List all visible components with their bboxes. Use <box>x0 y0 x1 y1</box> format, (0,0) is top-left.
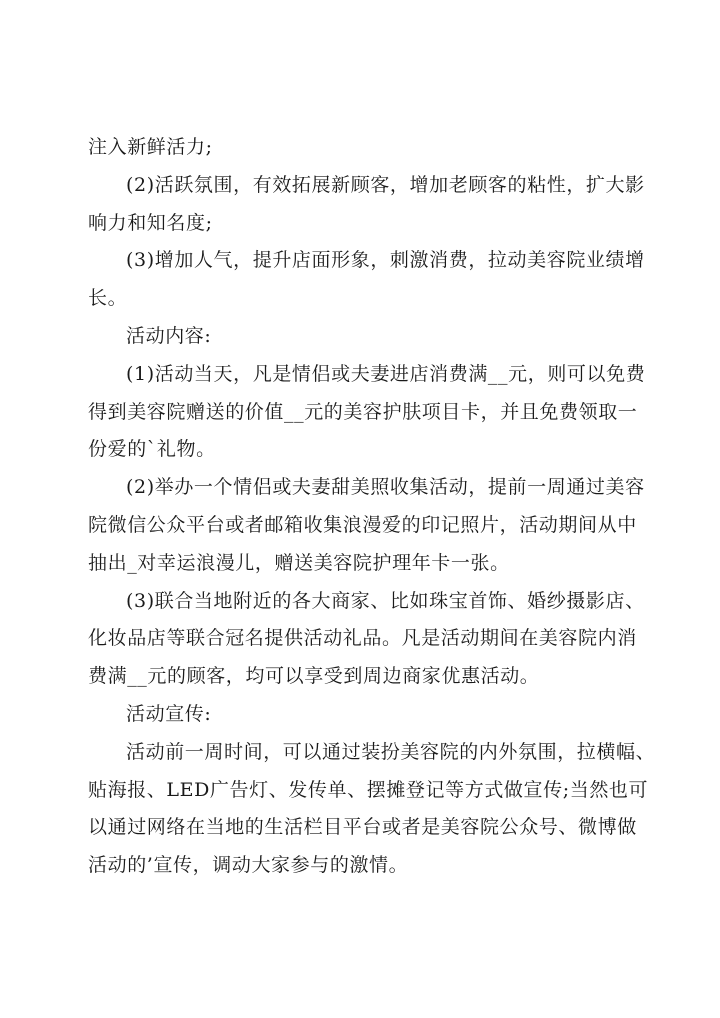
text-line: (1)活动当天，凡是情侣或夫妻进店消费满__元，则可以免费 <box>126 362 646 385</box>
text-line: (2)举办一个情侣或夫妻甜美照收集活动，提前一周通过美容 <box>126 476 645 499</box>
text-line: 以通过网络在当地的生活栏目平台或者是美容院公众号、微博做 <box>88 816 637 839</box>
text-line: 长。 <box>88 287 128 310</box>
text-line: 抽出_对幸运浪漫儿，赠送美容院护理年卡一张。 <box>88 551 510 574</box>
text-line: 活动的’宣传，调动大家参与的激情。 <box>88 854 409 877</box>
text-line: 份爱的`礼物。 <box>88 438 216 461</box>
text-line: 贴海报、LED广告灯、发传单、摆摊登记等方式做宣传;当然也可 <box>88 778 649 801</box>
paragraph-goal-2 <box>88 167 648 243</box>
text-line: (2)活跃氛围，有效拓展新顾客，增加老顾客的粘性，扩大影 <box>126 173 645 196</box>
section-heading-promotion <box>88 696 648 734</box>
text-line: 院微信公众平台或者邮箱收集浪漫爱的印记照片，活动期间从中 <box>88 513 637 536</box>
paragraph-goal-1-continued <box>88 129 648 167</box>
paragraph-content-1 <box>88 356 648 469</box>
text-line: 活动前一周时间，可以通过装扮美容院的内外氛围，拉横幅、 <box>126 740 656 763</box>
text-line: 响力和知名度; <box>88 211 213 234</box>
text-line: (3)联合当地附近的各大商家、比如珠宝首饰、婚纱摄影店、 <box>126 589 645 612</box>
text-line: 注入新鲜活力; <box>88 136 213 158</box>
text-line: 得到美容院赠送的价值__元的美容护肤项目卡，并且免费领取一 <box>88 400 638 423</box>
text-line: (3)增加人气，提升店面形象，刺激消费，拉动美容院业绩增 <box>126 249 645 272</box>
text-line: 活动宣传: <box>126 702 212 725</box>
section-heading-content <box>88 318 648 356</box>
document-body <box>88 129 656 885</box>
paragraph-promotion <box>88 734 656 885</box>
text-line: 活动内容: <box>126 324 212 347</box>
paragraph-content-3 <box>88 583 648 696</box>
text-line: 化妆品店等联合冠名提供活动礼品。凡是活动期间在美容院内消 <box>88 627 637 650</box>
paragraph-content-2 <box>88 469 648 582</box>
text-line: 费满__元的顾客，均可以享受到周边商家优惠活动。 <box>88 665 540 688</box>
paragraph-goal-3 <box>88 242 648 318</box>
